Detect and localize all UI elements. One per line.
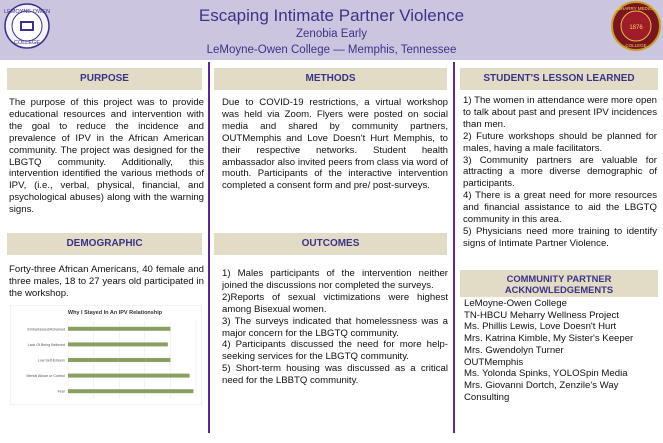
outcomes-list (222, 268, 448, 387)
partner-item: OUTMemphis (464, 356, 524, 368)
column-separator (453, 62, 455, 433)
right-logo-bottom: COLLEGE (625, 43, 647, 48)
chart-bar (68, 358, 170, 362)
lessons-heading-band (460, 68, 658, 90)
left-logo-bottom: COLLEGE (14, 40, 40, 46)
lesson-item: 3) Community partners are valuable for attracting a more diverse demographic of participants. (463, 154, 657, 190)
partner-item: Ms. Phillis Lewis, Love Doesn't Hurt (464, 321, 617, 333)
partners-heading-band (460, 270, 658, 297)
column-separator (208, 62, 210, 433)
partner-item: Ms. Yolonda Spinks, YOLOSpin Media (464, 368, 628, 380)
outcome-item: 5) Short-term housing was discussed as a critical need for the LBBTQ community. (222, 363, 448, 387)
outcome-item: 2)Reports of sexual victimizations were highest among Bisexual women. (222, 291, 448, 315)
demographic-heading: DEMOGRAPHIC (66, 238, 143, 249)
chart-category-label: Low Self-Esteem (37, 358, 65, 363)
lessons-heading: STUDENT'S LESSON LEARNED (483, 73, 635, 84)
demographic-heading-band (7, 233, 202, 255)
partner-item: TN-HBCU Meharry Wellness Project (464, 309, 619, 321)
partner-item: LeMoyne-Owen College (464, 298, 567, 309)
outcomes-heading-band (214, 233, 447, 255)
lessons-list (463, 95, 657, 250)
chart-title: Why I Stayed In An IPV Relationship (67, 310, 163, 316)
methods-heading: METHODS (305, 73, 356, 84)
partners-heading-line2: ACKNOWLEDGEMENTS (504, 284, 614, 295)
lesson-item: 2) Future workshops should be planned for males, having a male facilitators. (463, 130, 657, 154)
chart-bar (68, 374, 190, 378)
methods-heading-band (214, 68, 447, 90)
lesson-item: 4) There is a great need for more resources and financial assistance to aid the LBGTQ community in this area. (463, 190, 657, 226)
chart-bar (68, 342, 168, 346)
purpose-heading: PURPOSE (80, 73, 129, 84)
chart-category-label: Mental Abuse or Control (26, 374, 65, 379)
right-logo-year: 1876 (629, 25, 643, 31)
methods-text: Due to COVID-19 restrictions, a virtual workshop was held via Zoom. Flyers were posted on social media and shared by community partners, OUTMemphis and Love Doesn't Hurt Memphis, to their respective networks. Student health ambassador also invited peers from class via word of mouth. Participants of the interactive intervention completed a consent form and pre/ post-surveys. (222, 97, 448, 192)
purpose-heading-band (7, 68, 202, 90)
partner-item: Mrs. Giovanni Dortch, Zenzile's Way Consulting (464, 379, 619, 403)
lesson-item: 1) The women in attendance were more open to talk about past and present IPV incidences than men. (463, 95, 657, 130)
partners-list (464, 298, 658, 403)
affiliation: LeMoyne-Owen College — Memphis, Tennessee (206, 44, 457, 56)
poster-title: Escaping Intimate Partner Violence (198, 6, 465, 25)
outcomes-heading: OUTCOMES (301, 238, 360, 249)
left-logo-top: LEMOYNE-OWEN (4, 9, 50, 15)
outcome-item: 1) Males participants of the intervention neither joined the discussions nor completed the surveys. (222, 268, 448, 291)
partner-item: Mrs. Gwendolyn Turner (464, 344, 564, 356)
chart-category-label: Embarrassed/Ashamed (27, 327, 65, 332)
outcome-item: 3) The surveys indicated that homelessness was a major concern for the LBGTQ community. (222, 315, 448, 339)
purpose-text: The purpose of this project was to provide educational resources and intervention with the goal to reduce the incidence and prevalence of IPV in the African American community. The project was designed for the LBGTQ community. Additionally, this intervention identified the various methods of IPV, (i.e., verbal, physical, financial, and psychological abuses) along with the warning signs. (9, 97, 204, 216)
lesson-item: 5) Physicians need more training to identify signs of Intimate Partner Violence. (463, 225, 657, 249)
chart-category-label: Lack Of Being Believed (27, 342, 65, 347)
right-logo-top: MEHARRY MEDICAL (614, 6, 658, 11)
author-name: Zenobia Early (296, 28, 367, 40)
demographic-text: Forty-three African Americans, 40 female and three males, 18 to 27 years old participated in the workshop. (9, 264, 204, 299)
chart-category-label: Fear (57, 389, 65, 394)
chart-bar (68, 327, 170, 331)
chart-bar (68, 389, 193, 393)
partner-item: Mrs. Katrina Kimble, My Sister's Keeper (464, 333, 634, 345)
partners-heading-line1: COMMUNITY PARTNER (506, 273, 612, 284)
why-stayed-bar-chart (10, 305, 202, 405)
outcome-item: 4) Participants discussed the need for more help-seeking services for the LBGTQ community. (222, 339, 448, 363)
